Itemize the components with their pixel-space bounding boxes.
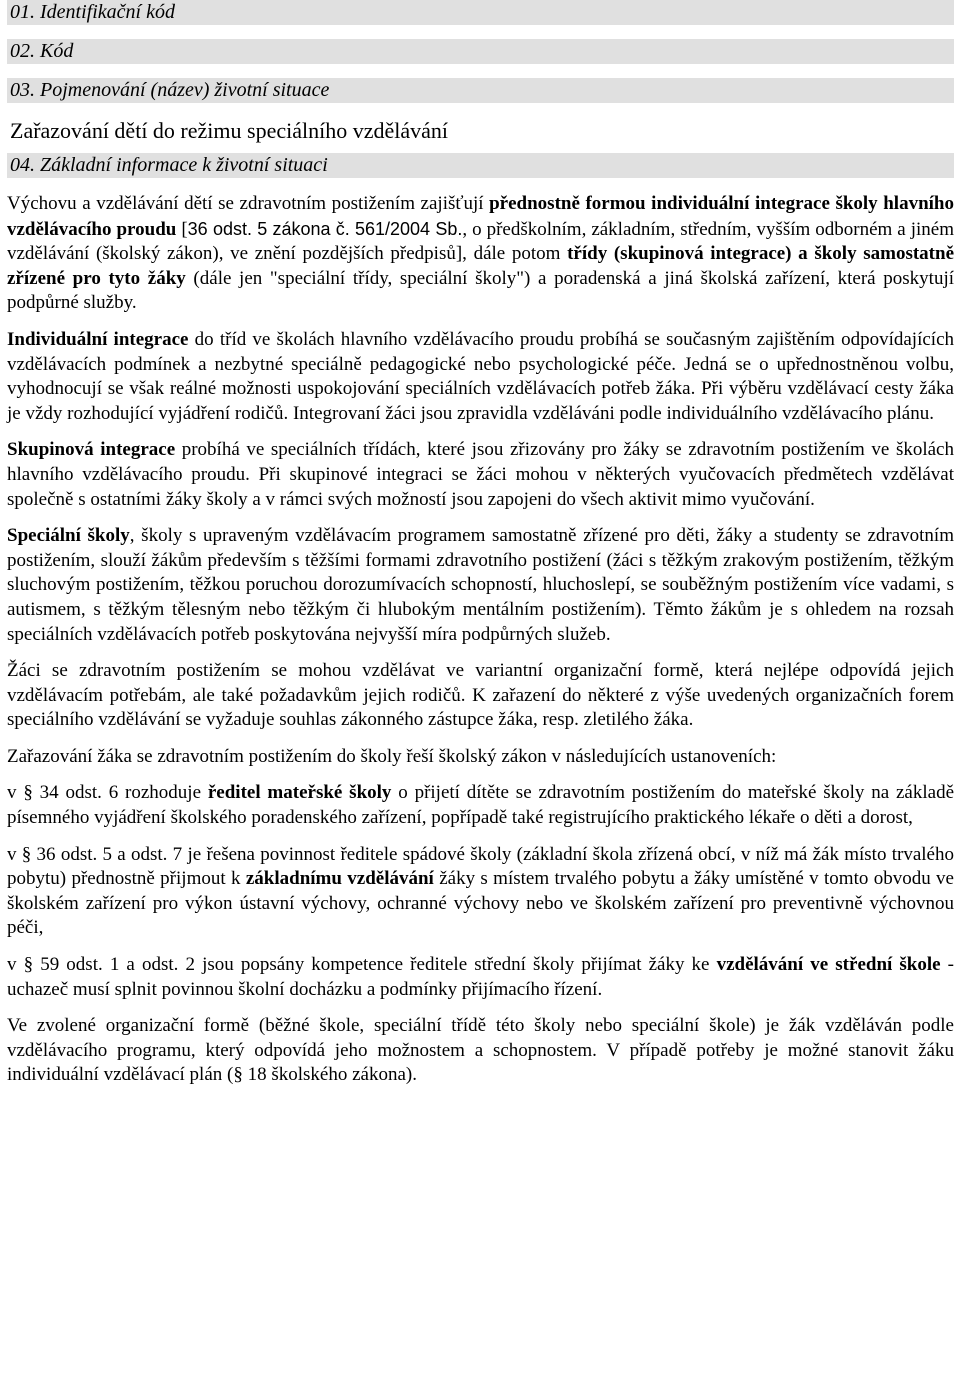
text: Zařazování žáka se zdravotním postižením do školy řeší školský zákon v následujících ustanoveních: — [7, 745, 777, 767]
section-03-heading: 03. Pojmenování (název) životní situace — [7, 78, 954, 103]
paragraph-group-integration — [7, 438, 954, 512]
text: v § 34 odst. 6 rozhoduje — [7, 782, 208, 804]
paragraph-section-59 — [7, 953, 954, 1002]
text: - uchazeč musí splnit povinnou školní docházku a podmínky přijímacího řízení. — [7, 954, 954, 1000]
paragraph-chosen-form — [7, 1014, 954, 1088]
text: [ — [176, 218, 188, 240]
section-04-heading: 04. Základní informace k životní situaci — [7, 153, 954, 178]
text: do tříd ve školách hlavního vzdělávacího proudu probíhá se současným zajištěním odpovídajících vzdělávacích podmínek a nezbytné speciálně pedagogické nebo psychologické péče. Jedná se o upřednostněnou volbu, vyhodnocují se však reálné možnosti uspokojování speciálních vzdělávacích potřeb žáka. Při výběru vzdělávací cesty žáka je vždy rozhodující vyjádření rodičů. Integrovaní žáci jsou zpravidla vzděláváni podle individuálního vzdělávacího plánu. — [7, 328, 955, 424]
life-situation-title: Zařazování dětí do režimu speciálního vzdělávání — [10, 118, 448, 143]
bold-text: Speciální školy — [7, 525, 130, 547]
law-reference: 36 odst. 5 zákona č. 561/2004 Sb. — [187, 218, 463, 239]
paragraph-individual-integration — [7, 328, 954, 426]
text: Žáci se zdravotním postižením se mohou vzdělávat ve variantní organizační formě, která nejlépe odpovídá jejich vzdělávacím potřebám, ale také požadavkům jejich rodičů. K zařazení do některé z výše uvedených organizačních forem speciálního vzdělávání se vyžaduje souhlas zákonného zástupce žáka, resp. zletilého žáka. — [7, 660, 954, 731]
paragraph-section-34 — [7, 781, 954, 830]
bold-text: Skupinová integrace — [7, 439, 176, 461]
bold-text: Individuální integrace — [7, 328, 189, 350]
bold-text: přednostně formou individuální integrace školy hlavního vzdělávacího proudu — [7, 193, 955, 240]
text: Výchovu a vzdělávání dětí se zdravotním postižením zajišťují — [7, 193, 490, 214]
paragraph-placement-law — [7, 745, 954, 770]
paragraph-organization-forms — [7, 659, 954, 733]
text: (dále jen "speciální třídy, speciální školy") a poradenská a jiná školská zařízení, která poskytují podpůrné služby. — [7, 267, 954, 314]
text: o přijetí dítěte se zdravotním postižením do mateřské školy na základě písemného vyjádření školského poradenského zařízení, popřípadě také registrujícího praktického lékaře o děti a dorost, — [7, 782, 955, 829]
bold-text: základnímu vzdělávání — [245, 868, 434, 890]
text: Ve zvolené organizační formě (běžné škole, speciální třídě této školy nebo speciální škole) je žák vzděláván podle vzdělávacího programu, který odpovídá jeho možnostem a schopnostem. V případě potřeby je možné stanovit žáku individuální vzdělávací plán (§ 18 školského zákona). — [7, 1015, 954, 1086]
paragraph-section-36 — [7, 843, 954, 941]
text: v § 59 odst. 1 a odst. 2 jsou popsány kompetence ředitele střední školy přijímat žáky ke — [7, 954, 717, 976]
text: probíhá ve speciálních třídách, které jsou zřizovány pro žáky se zdravotním postižením ve školách hlavního vzdělávacího proudu. Při skupinové integraci se žáci mohou v některých vyučovacích předmětech vzdělávat společně s ostatními žáky školy a v rámci svých možností jsou zapojeni do všech aktivit mimo vyučování. — [7, 439, 954, 510]
paragraph-special-schools — [7, 524, 954, 647]
section-01-heading: 01. Identifikační kód — [7, 0, 954, 25]
paragraph-intro — [7, 192, 954, 316]
bold-text: ředitel mateřské školy — [207, 782, 392, 804]
text: , o předškolním, základním, středním, vyšším odborném a jiném vzdělávání (školský zákon), ve znění pozdějších předpisů], dále potom — [7, 218, 954, 265]
bold-text: třídy (skupinová integrace) a školy samostatně zřízené pro tyto žáky — [7, 243, 954, 289]
text: žáky s místem trvalého pobytu a žáky umístěné v tomto obvodu ve školském zařízení pro výkon ústavní výchovy, ochranné výchovy nebo ve školském zařízení pro preventivně výchovnou péči, — [7, 868, 954, 939]
section-02-heading: 02. Kód — [7, 39, 954, 64]
text: , školy s upraveným vzdělávacím programem samostatně zřízené pro děti, žáky a studenty se zdravotním postižením, slouží žákům především s těžšími formami zdravotního postižení (žáci s těžkým zrakovým postižením, těžkým sluchovým postižením, těžkou poruchou dorozumívacích schopností, hluchoslepí, se souběžným postižením více vadami, s autismem, s těžkým tělesným nebo těžkým či hlubokým mentálním postižením). Těmto žákům je s ohledem na rozsah speciálních vzdělávacích potřeb poskytována nejvyšší míra podpůrných služeb. — [7, 525, 954, 645]
bold-text: vzdělávání ve střední škole — [716, 954, 941, 976]
text: v § 36 odst. 5 a odst. 7 je řešena povinnost ředitele spádové školy (základní škola zřízená obcí, v níž má žák místo trvalého pobytu) přednostně přijmout k — [7, 843, 954, 890]
